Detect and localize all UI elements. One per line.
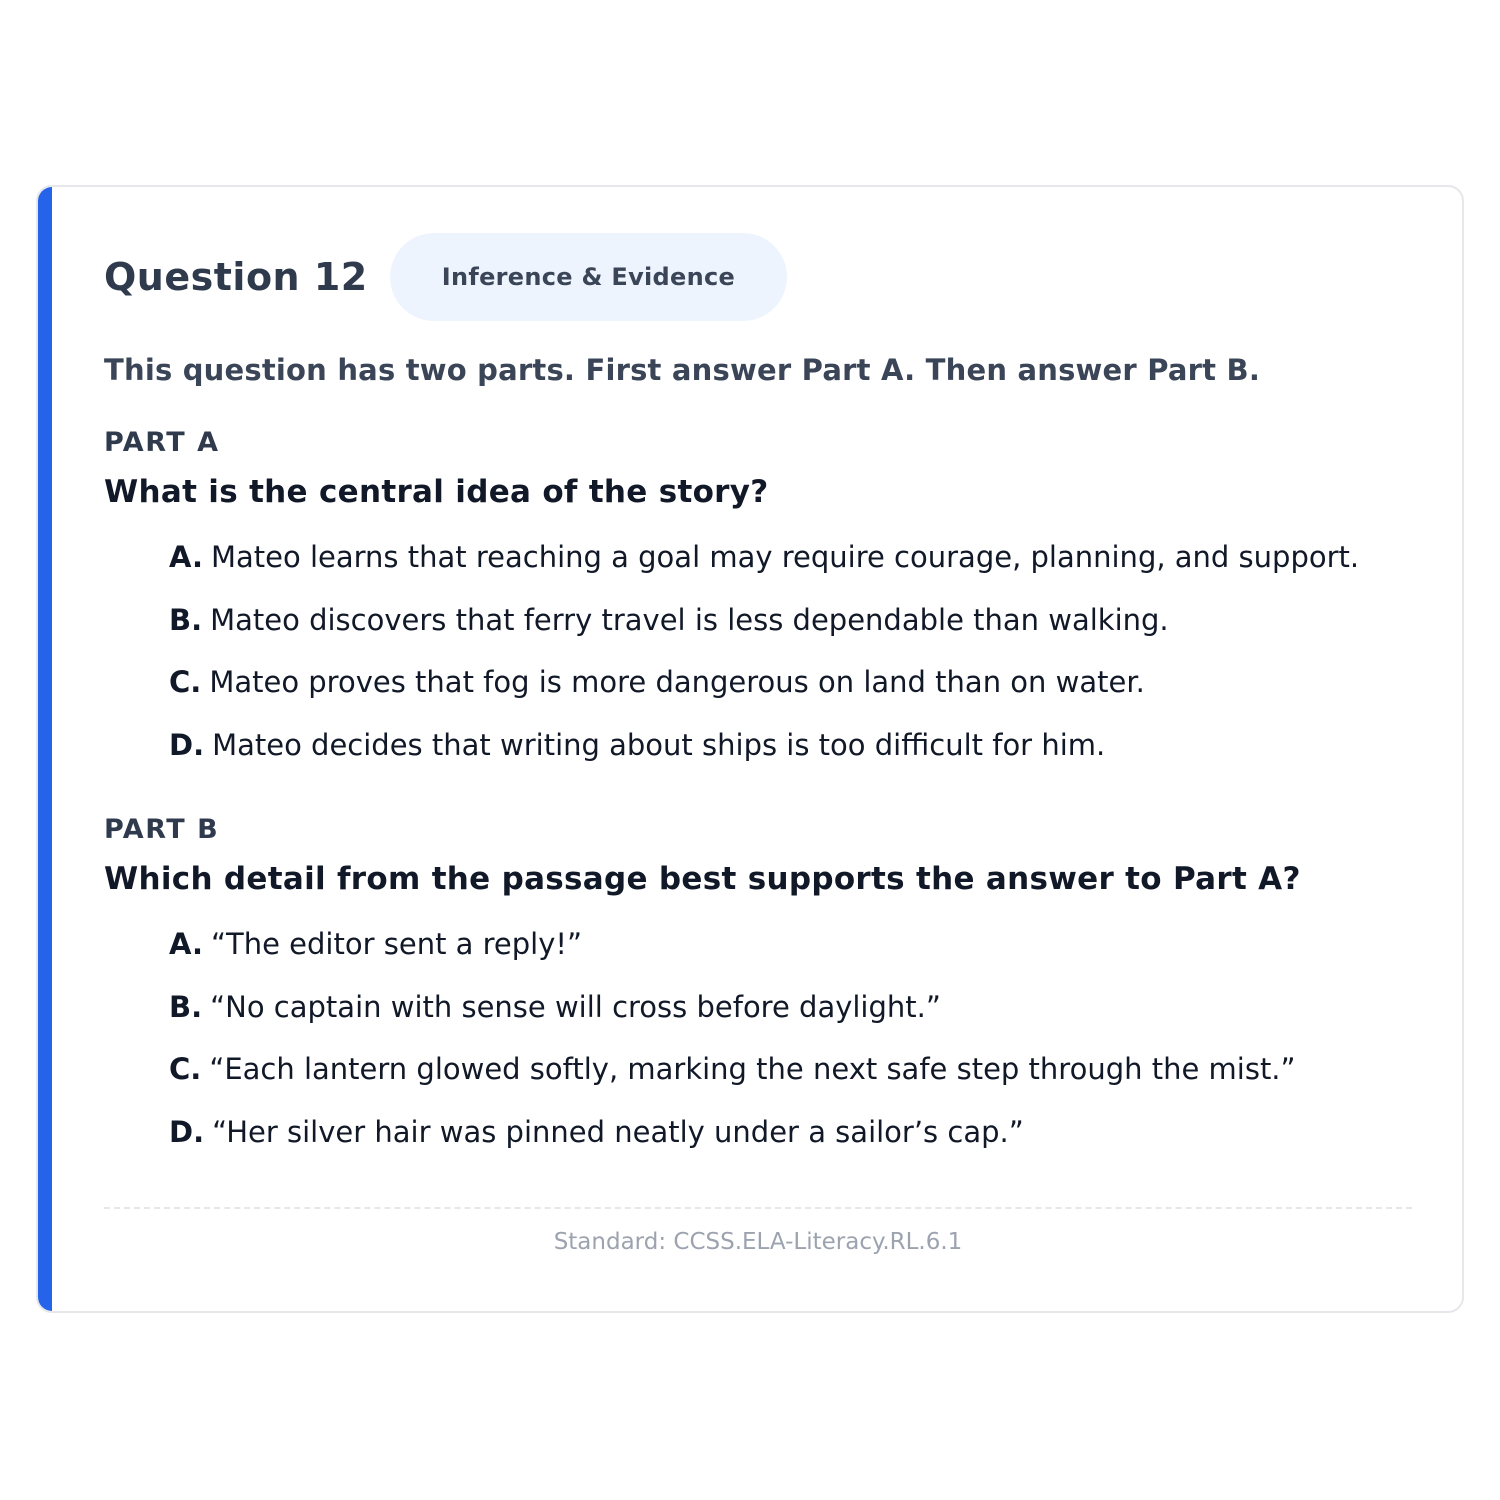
option-letter: B. xyxy=(169,989,203,1024)
footer-divider xyxy=(104,1207,1412,1209)
option-text: “Each lantern glowed softly, marking the next safe step through the mist.” xyxy=(209,1052,1296,1086)
question-instructions: This question has two parts. First answer Part A. Then answer Part B. xyxy=(104,353,1261,387)
option-text: “No captain with sense will cross before daylight.” xyxy=(210,989,941,1024)
part-b-label: PART B xyxy=(104,814,220,845)
standard-label: Standard: CCSS.ELA-Literacy.RL.6.1 xyxy=(553,1229,963,1255)
part-b-options xyxy=(104,913,1412,1163)
question-card xyxy=(36,185,1464,1313)
part-a-label: PART A xyxy=(104,427,220,458)
option-letter: A. xyxy=(169,927,203,961)
part-b-option-a[interactable] xyxy=(169,913,1412,976)
option-letter: C. xyxy=(169,1052,202,1086)
option-text: “Her silver hair was pinned neatly under a sailor’s cap.” xyxy=(212,1114,1024,1149)
accent-bar xyxy=(38,187,52,1311)
part-a-option-b[interactable] xyxy=(169,589,1412,652)
option-text: “The editor sent a reply!” xyxy=(211,927,583,961)
option-letter: D. xyxy=(169,1114,205,1149)
part-a-options xyxy=(104,526,1412,776)
question-header xyxy=(104,233,1412,321)
option-letter: A. xyxy=(169,540,203,574)
option-letter: C. xyxy=(169,665,202,699)
option-text: Mateo discovers that ferry travel is less dependable than walking. xyxy=(210,602,1169,637)
question-content xyxy=(104,233,1412,1163)
part-a-option-d[interactable] xyxy=(169,714,1412,777)
option-text: Mateo learns that reaching a goal may require courage, planning, and support. xyxy=(211,540,1360,574)
part-b-option-b[interactable] xyxy=(169,976,1412,1039)
option-letter: B. xyxy=(169,602,203,637)
part-a-option-c[interactable] xyxy=(169,651,1412,714)
part-a-prompt: What is the central idea of the story? xyxy=(104,474,769,510)
option-text: Mateo decides that writing about ships is too difficult for him. xyxy=(212,727,1106,762)
part-a-option-a[interactable] xyxy=(169,526,1412,589)
option-letter: D. xyxy=(169,727,205,762)
question-title: Question 12 xyxy=(104,255,368,299)
topic-badge: Inference & Evidence xyxy=(390,233,787,321)
option-text: Mateo proves that fog is more dangerous on land than on water. xyxy=(209,665,1145,699)
part-b-option-c[interactable] xyxy=(169,1038,1412,1101)
part-b-prompt: Which detail from the passage best supports the answer to Part A? xyxy=(104,861,1301,897)
part-b-option-d[interactable] xyxy=(169,1101,1412,1164)
